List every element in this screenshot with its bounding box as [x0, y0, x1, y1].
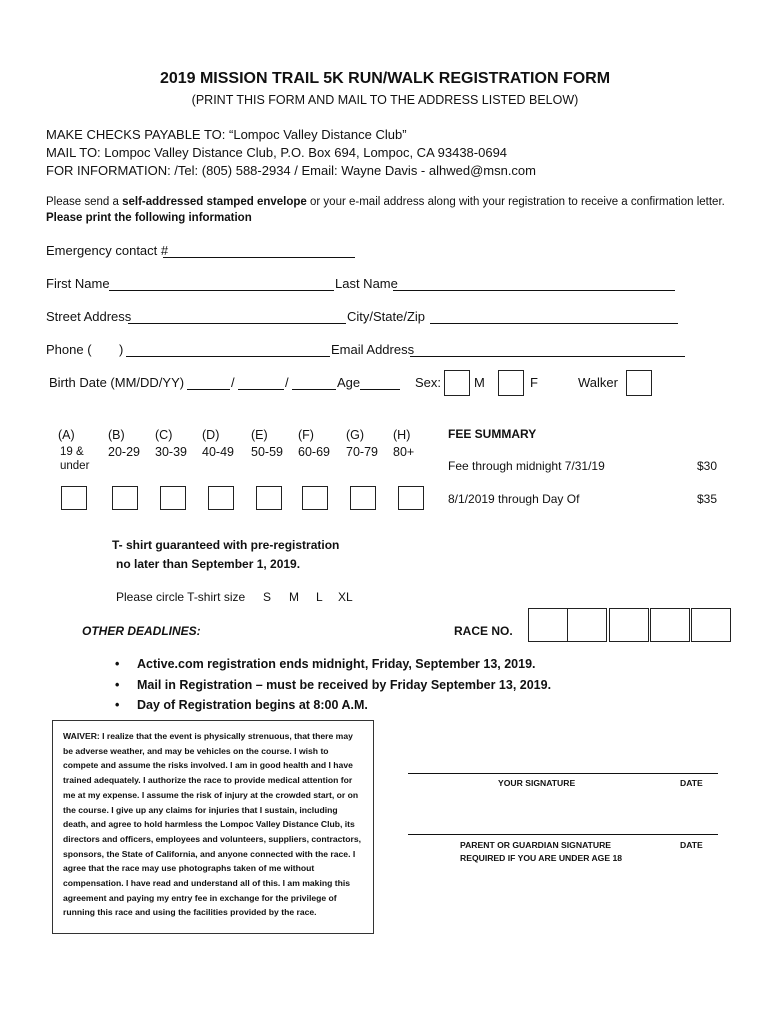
fee-summary-heading: FEE SUMMARY: [448, 427, 537, 441]
city-field[interactable]: [430, 311, 678, 324]
street-field[interactable]: [128, 311, 346, 324]
age-group-range: 80+: [393, 445, 415, 459]
deadline-item: • Active.com registration ends midnight, Friday, September 13, 2019.: [137, 657, 536, 671]
age-group-range: 19 &: [60, 446, 84, 458]
age-group-letter: (C): [155, 428, 173, 442]
sase-instruction: Please send a self-addressed stamped envelope or your e-mail address along with your registration to receive a confirmation letter.: [46, 196, 725, 208]
age-group-g: [346, 428, 378, 459]
age-group-a-range: [60, 445, 89, 473]
email-field[interactable]: [410, 344, 685, 357]
age-group-b: [108, 428, 140, 459]
age-group-a-checkbox[interactable]: [61, 486, 87, 510]
age-group-letter: (E): [251, 428, 268, 442]
race-number-cell[interactable]: [650, 608, 690, 642]
age-group-b-checkbox[interactable]: [112, 486, 138, 510]
birth-slash-2: /: [285, 375, 289, 390]
age-group-f-checkbox[interactable]: [302, 486, 328, 510]
fee-row-2-amount: $35: [697, 492, 718, 506]
age-group-range: 20-29: [108, 445, 140, 459]
phone-field[interactable]: [126, 344, 330, 357]
age-group-range: 60-69: [298, 445, 330, 459]
race-number-cell[interactable]: [567, 608, 607, 642]
deadline-item: • Day of Registration begins at 8:00 A.M.: [137, 698, 368, 712]
parent-signature-label: PARENT OR GUARDIAN SIGNATURE: [460, 840, 612, 850]
email-label: Email Address: [331, 342, 415, 357]
for-information: FOR INFORMATION: /Tel: (805) 588-2934 / Email: Wayne Davis - alhwed@msn.com: [46, 163, 536, 178]
age-group-h-checkbox[interactable]: [398, 486, 424, 510]
tshirt-size-l[interactable]: L: [316, 590, 323, 604]
age-group-letter: (A): [58, 428, 75, 442]
parent-date-label: DATE: [680, 840, 703, 850]
race-number-cell[interactable]: [691, 608, 731, 642]
birth-date-label: Birth Date (MM/DD/YY): [49, 375, 185, 390]
tshirt-guarantee: T- shirt guaranteed with pre-registration: [112, 538, 340, 552]
your-signature-label: YOUR SIGNATURE: [498, 778, 576, 788]
city-label: City/State/Zip: [347, 309, 426, 324]
male-label: M: [474, 375, 485, 390]
age-group-d: [202, 428, 234, 459]
age-group-letter: (D): [202, 428, 220, 442]
birth-month-field[interactable]: [187, 377, 230, 390]
age-group-f: [298, 428, 330, 459]
print-instruction: Please print the following information: [46, 212, 252, 224]
area-code-field[interactable]: [94, 344, 118, 356]
age-label: Age: [337, 375, 361, 390]
female-label: F: [530, 375, 538, 390]
waiver-box: [52, 720, 374, 934]
fee-row-1-amount: $30: [697, 459, 718, 473]
sase-emphasis: self-addressed stamped envelope: [122, 196, 307, 208]
parent-signature-line[interactable]: [408, 834, 718, 835]
birth-day-field[interactable]: [238, 377, 284, 390]
tshirt-size-m[interactable]: M: [289, 590, 299, 604]
form-subtitle: (PRINT THIS FORM AND MAIL TO THE ADDRESS LISTED BELOW): [191, 93, 579, 107]
race-number-cell[interactable]: [609, 608, 649, 642]
age-group-h: [393, 428, 414, 459]
age-group-range-2: under: [60, 460, 90, 472]
age-group-c: [155, 428, 187, 459]
tshirt-circle-label: Please circle T-shirt size: [116, 590, 246, 604]
race-number-cell[interactable]: [528, 608, 568, 642]
other-deadlines-heading: OTHER DEADLINES:: [82, 624, 201, 638]
sex-label: Sex:: [415, 375, 442, 390]
age-group-range: 70-79: [346, 445, 378, 459]
street-label: Street Address: [46, 309, 132, 324]
age-group-e: [251, 428, 283, 459]
emergency-field[interactable]: [163, 245, 355, 258]
age-group-range: 30-39: [155, 445, 187, 459]
form-title: 2019 MISSION TRAIL 5K RUN/WALK REGISTRATION FORM: [159, 70, 611, 87]
race-number-label: RACE NO.: [454, 624, 513, 638]
phone-close-paren: ): [119, 342, 124, 357]
fee-row-1-label: Fee through midnight 7/31/19: [448, 459, 605, 473]
your-signature-line[interactable]: [408, 773, 718, 774]
phone-label: Phone (: [46, 342, 92, 357]
age-group-letter: (H): [393, 428, 411, 442]
age-field[interactable]: [360, 377, 400, 390]
parent-requirement-note: REQUIRED IF YOU ARE UNDER AGE 18: [460, 853, 623, 863]
emergency-label: Emergency contact #: [46, 243, 169, 258]
walker-label: Walker: [578, 375, 618, 390]
age-group-a: [58, 428, 75, 442]
age-group-d-checkbox[interactable]: [208, 486, 234, 510]
age-group-range: 40-49: [202, 445, 234, 459]
signature-date-label: DATE: [680, 778, 703, 788]
deadline-item: • Mail in Registration – must be received by Friday September 13, 2019.: [137, 678, 551, 692]
female-checkbox[interactable]: [498, 370, 524, 396]
birth-year-field[interactable]: [292, 377, 336, 390]
first-name-label: First Name: [46, 276, 110, 291]
age-group-c-checkbox[interactable]: [160, 486, 186, 510]
birth-slash-1: /: [231, 375, 235, 390]
last-name-label: Last Name: [335, 276, 398, 291]
last-name-field[interactable]: [393, 278, 675, 291]
age-group-g-checkbox[interactable]: [350, 486, 376, 510]
tshirt-size-s[interactable]: S: [263, 590, 272, 604]
age-group-range: 50-59: [251, 445, 283, 459]
age-group-letter: (F): [298, 428, 314, 442]
walker-checkbox[interactable]: [626, 370, 652, 396]
checks-payable: MAKE CHECKS PAYABLE TO: “Lompoc Valley Distance Club”: [46, 127, 407, 142]
mail-to: MAIL TO: Lompoc Valley Distance Club, P.O. Box 694, Lompoc, CA 93438-0694: [46, 145, 508, 160]
tshirt-size-xl[interactable]: XL: [338, 590, 353, 604]
age-group-e-checkbox[interactable]: [256, 486, 282, 510]
waiver-text: WAIVER: I realize that the event is physically strenuous, that there may be adverse weather, and may be vehicles on the course. I wish to compete and assume the risks involved. I am in good health and I have trained adequately. I authorize the race to provide medical attention for me at my expense. I assume the risk of injury at the crowded start, or on the course. I give up any claims for injuries that I sustain, including death, and agree to hold harmless the Lompoc Valley Distance Club, its directors and officers, employees and volunteers, suppliers, contractors, sponsors, the State of California, and anyone connected with the race. I agree that the race may use photographs taken of me without compensation. I have read and understand all of this. I am making this agreement and paying my entry fee in exchange for the privilege of running this race and using the facilities provided by the race.: [63, 731, 362, 918]
age-group-letter: (G): [346, 428, 365, 442]
male-checkbox[interactable]: [444, 370, 470, 396]
tshirt-deadline: no later than September 1, 2019.: [116, 557, 301, 571]
age-group-letter: (B): [108, 428, 125, 442]
fee-row-2-label: 8/1/2019 through Day Of: [448, 492, 580, 506]
first-name-field[interactable]: [109, 278, 334, 291]
